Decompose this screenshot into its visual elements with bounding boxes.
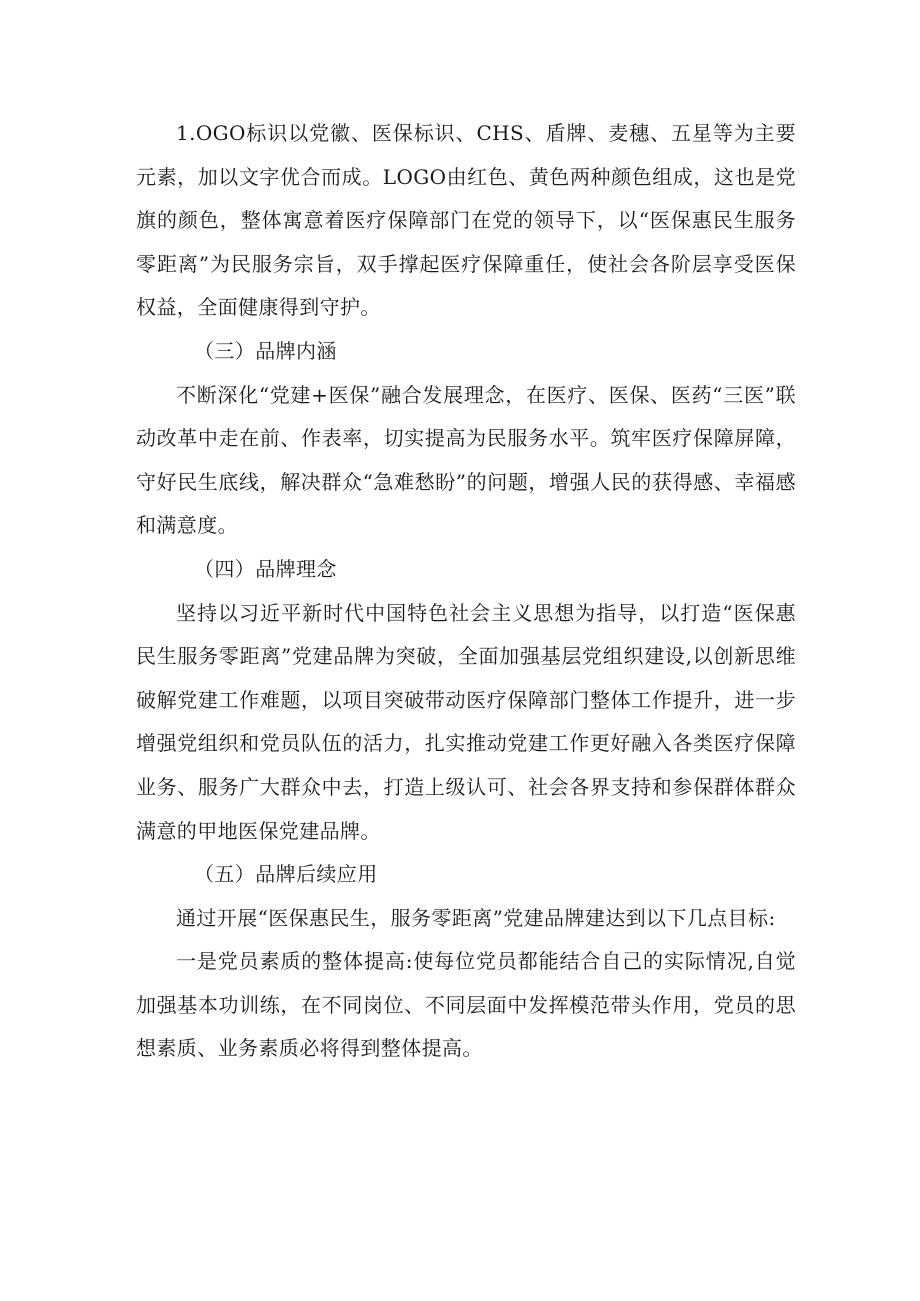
section-heading-brand-application: （五）品牌后续应用: [194, 862, 378, 887]
paragraph-brand-concept: 坚持以习近平新时代中国特色社会主义思想为指导，以打造“医保惠民生服务零距离”党建品牌为突破，全面加强基层党组织建设,以创新思维破解党建工作难题，以项目突破带动医疗保障部门整体工作提升，进一步增强党组织和党员队伍的活力，扎实推动党建工作更好融入各类医疗保障业务、服务广大群众中去，打造上级认可、社会各界支持和参保群体群众满意的甲地医保党建品牌。: [136, 600, 796, 843]
paragraph-goals-intro: 通过开展“医保惠民生，服务零距离”党建品牌建达到以下几点目标:: [176, 905, 776, 930]
paragraph-brand-connotation: 不断深化“党建+医保”融合发展理念，在医疗、医保、医药“三医”联动改革中走在前、作表率，切实提高为民服务水平。筑牢医疗保障屏障，守好民生底线，解决群众“急难愁盼”的问题，增强人民的获得感、幸福感和满意度。: [136, 382, 796, 538]
section-heading-brand-connotation: （三）品牌内涵: [194, 338, 337, 363]
paragraph-goal-one: 一是党员素质的整体提高:使每位党员都能结合自己的实际情况,自觉加强基本功训练，在不同岗位、不同层面中发挥模范带头作用，党员的思想素质、业务素质必将得到整体提高。: [136, 949, 796, 1061]
paragraph-logo-description: 1.OGO标识以党徽、医保标识、CHS、盾牌、麦穗、五星等为主要元素，加以文字优合而成。LOGO由红色、黄色两种颜色组成，这也是党旗的颜色，整体寓意着医疗保障部门在党的领导下，以“医保惠民生服务零距离”为民服务宗旨，双手撑起医疗保障重任，使社会各阶层享受医保权益，全面健康得到守护。: [136, 121, 796, 320]
section-heading-brand-concept: （四）品牌理念: [194, 556, 337, 581]
document-body: [136, 112, 796, 1071]
